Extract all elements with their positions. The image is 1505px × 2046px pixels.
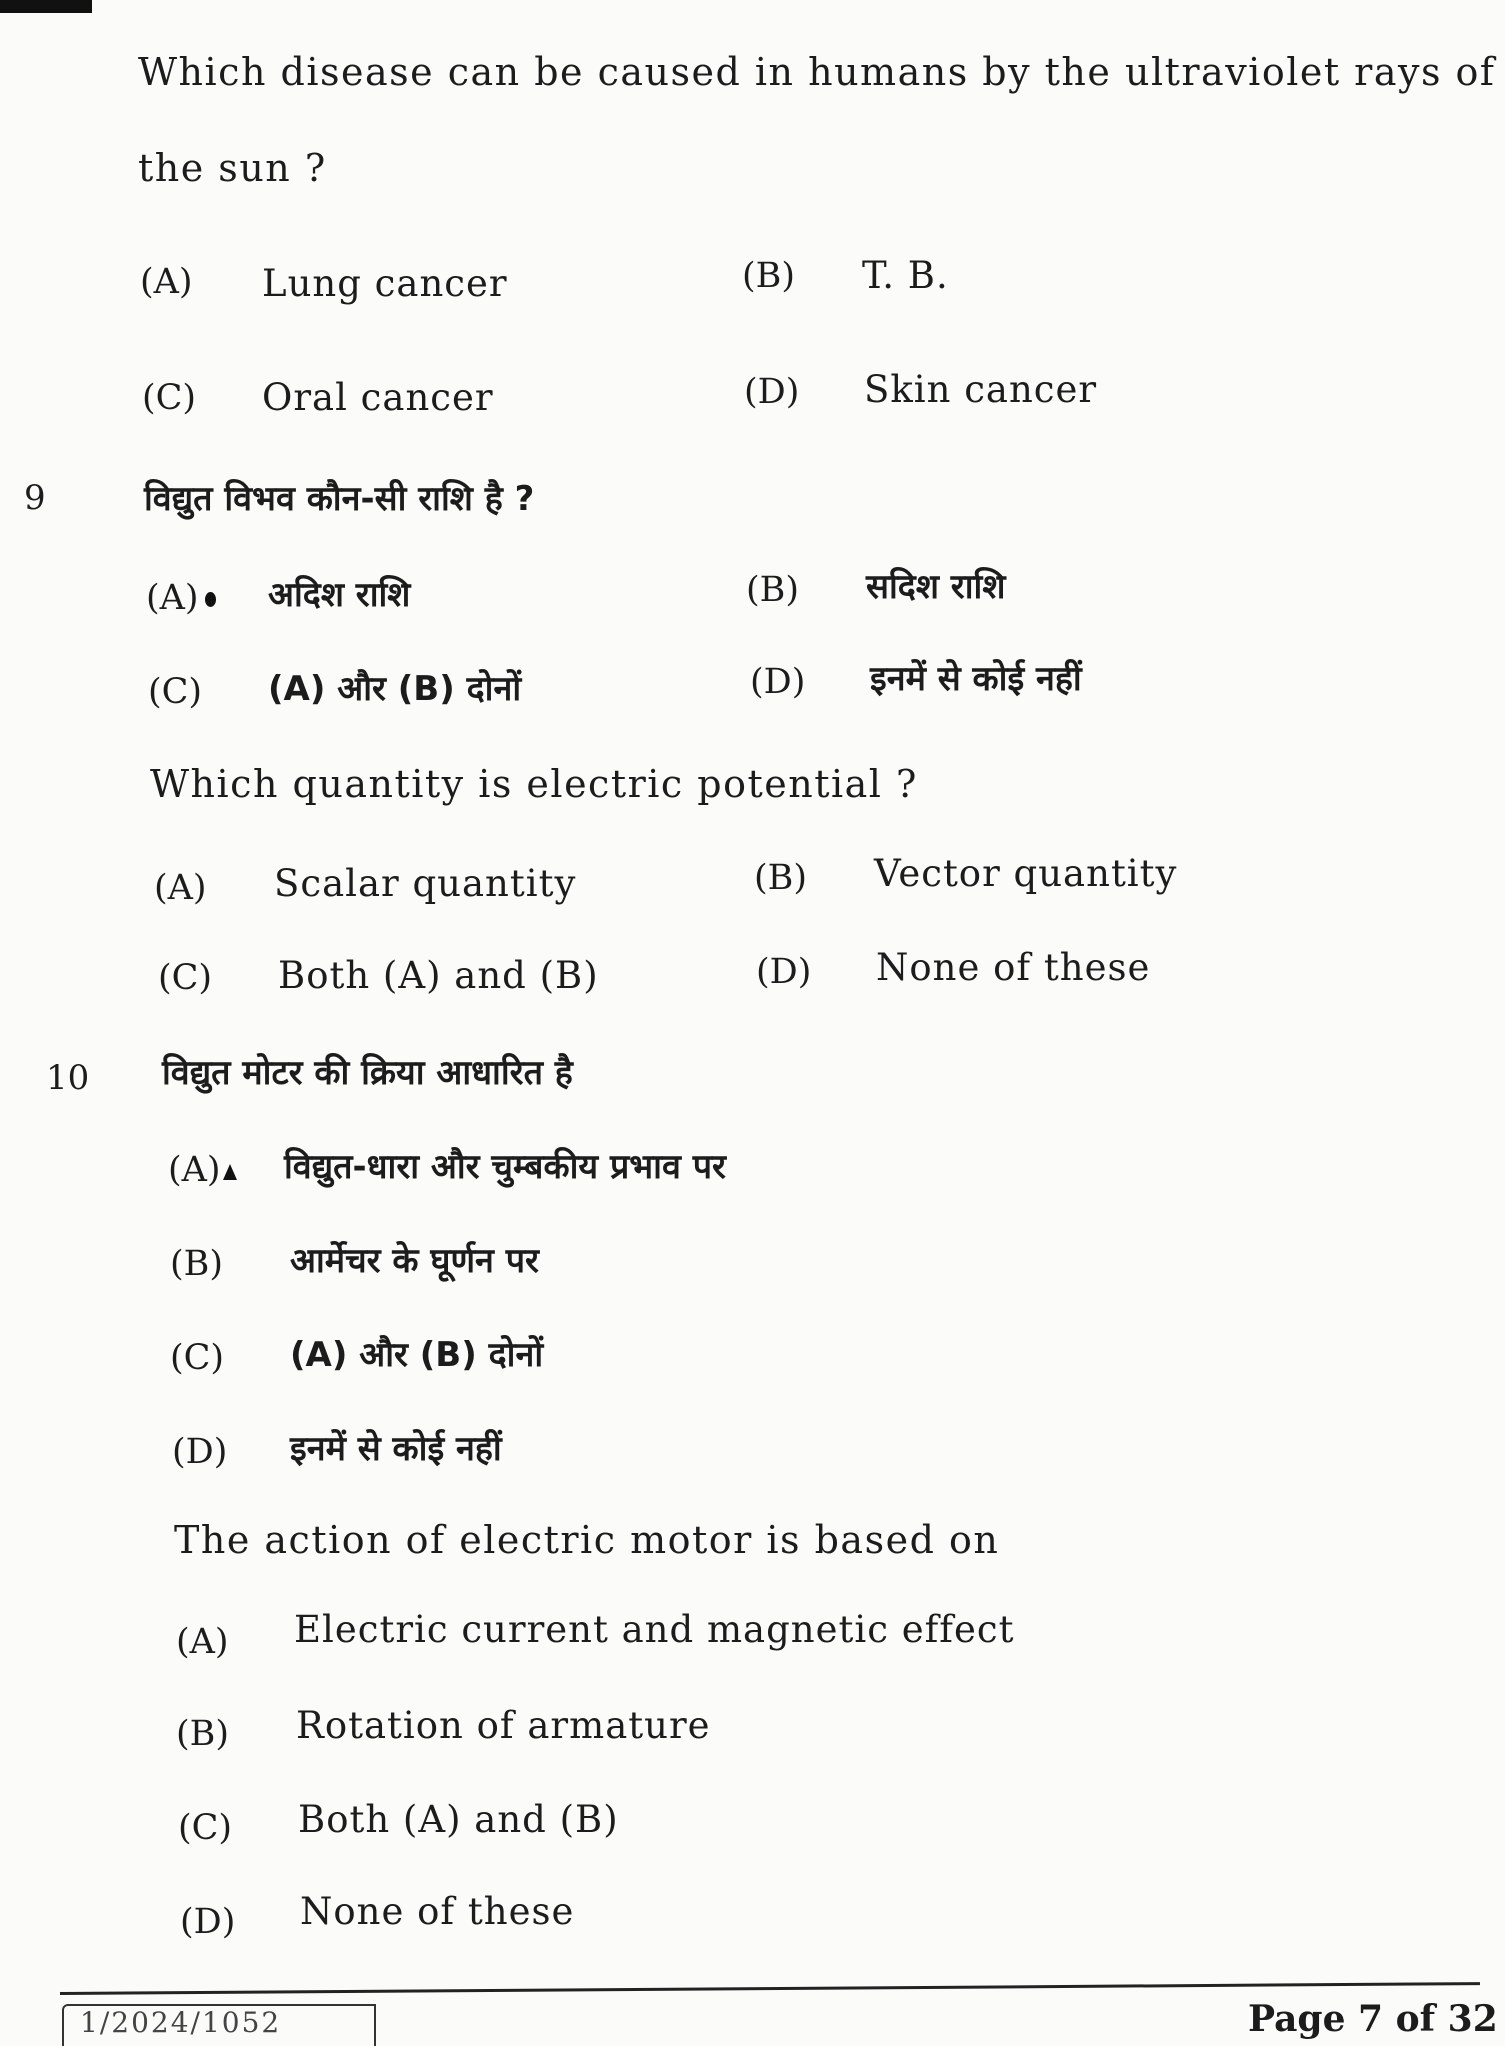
footer-rule [60,1982,1480,1995]
q9-en-option-a-text: Scalar quantity [274,862,577,905]
q10-hi-option-b-text: आर्मेचर के घूर्णन पर [290,1241,539,1281]
q10-hi-option-c-text: (A) और (B) दोनों [290,1335,544,1375]
q9-hi-option-c-text: (A) और (B) दोनों [268,669,522,709]
q8-option-d-letter: (D) [744,372,800,412]
q9-en-option-c-text: Both (A) and (B) [278,954,599,997]
q9-hi-option-d-text: इनमें से कोई नहीं [870,659,1082,699]
q9-en-option-d-text: None of these [876,946,1151,989]
q9-question-hindi: विद्युत विभव कौन-सी राशि है ? [144,479,535,519]
q10-en-option-c-letter: (C) [178,1808,233,1848]
page-number: Page 7 of 32 [1248,1998,1498,2040]
q10-hi-option-a-letter: (A) [168,1150,237,1190]
q10-en-option-a-text: Electric current and magnetic effect [294,1608,1015,1651]
corner-registration-mark [0,0,92,13]
q10-en-option-a-letter: (A) [176,1622,229,1662]
q10-hi-option-a-text: विद्युत-धारा और चुम्बकीय प्रभाव पर [284,1147,726,1187]
q8-option-b-text: T. B. [862,254,949,297]
q8-option-b-letter: (B) [742,256,796,296]
q10-en-option-b-text: Rotation of armature [296,1704,711,1747]
q9-hi-option-a-text: अदिश राशि [268,575,411,615]
q10-en-option-c-text: Both (A) and (B) [298,1798,619,1841]
answer-mark-icon [205,592,216,607]
answer-mark-icon [223,1164,237,1180]
q9-number: 9 [24,478,46,518]
q9-hi-option-d-letter: (D) [750,662,806,702]
q10-en-option-b-letter: (B) [176,1714,230,1754]
q9-hi-option-b-letter: (B) [746,570,800,610]
q10-question-english: The action of electric motor is based on [174,1518,1000,1562]
q8-option-c-text: Oral cancer [262,376,494,419]
q8-option-d-text: Skin cancer [864,368,1098,411]
q8-option-a-text: Lung cancer [262,262,508,305]
q9-hi-option-b-text: सदिश राशि [866,567,1006,607]
q8-option-c-letter: (C) [142,378,197,418]
q9-en-option-b-text: Vector quantity [874,852,1178,895]
q10-hi-option-d-letter: (D) [172,1432,228,1472]
q10-question-hindi: विद्युत मोटर की क्रिया आधारित है [162,1053,573,1093]
q9-hi-option-a-letter: (A) [146,578,216,618]
q10-en-option-d-letter: (D) [180,1902,236,1942]
q10-en-option-d-text: None of these [300,1890,575,1933]
q8-question-line2: the sun ? [138,146,327,190]
q9-hi-option-c-letter: (C) [148,672,203,712]
q10-number: 10 [46,1058,90,1098]
paper-code: 1/2024/1052 [80,2006,282,2039]
q10-hi-option-c-letter: (C) [170,1338,225,1378]
q9-en-option-d-letter: (D) [756,952,812,992]
q10-hi-option-b-letter: (B) [170,1244,224,1284]
q9-en-option-c-letter: (C) [158,958,213,998]
q8-question-line1: Which disease can be caused in humans by the ultraviolet rays of [138,50,1496,94]
q10-hi-option-d-text: इनमें से कोई नहीं [290,1429,502,1469]
q9-question-english: Which quantity is electric potential ? [150,762,918,806]
q8-option-a-letter: (A) [140,262,193,302]
q9-en-option-a-letter: (A) [154,868,207,908]
q9-en-option-b-letter: (B) [754,858,808,898]
